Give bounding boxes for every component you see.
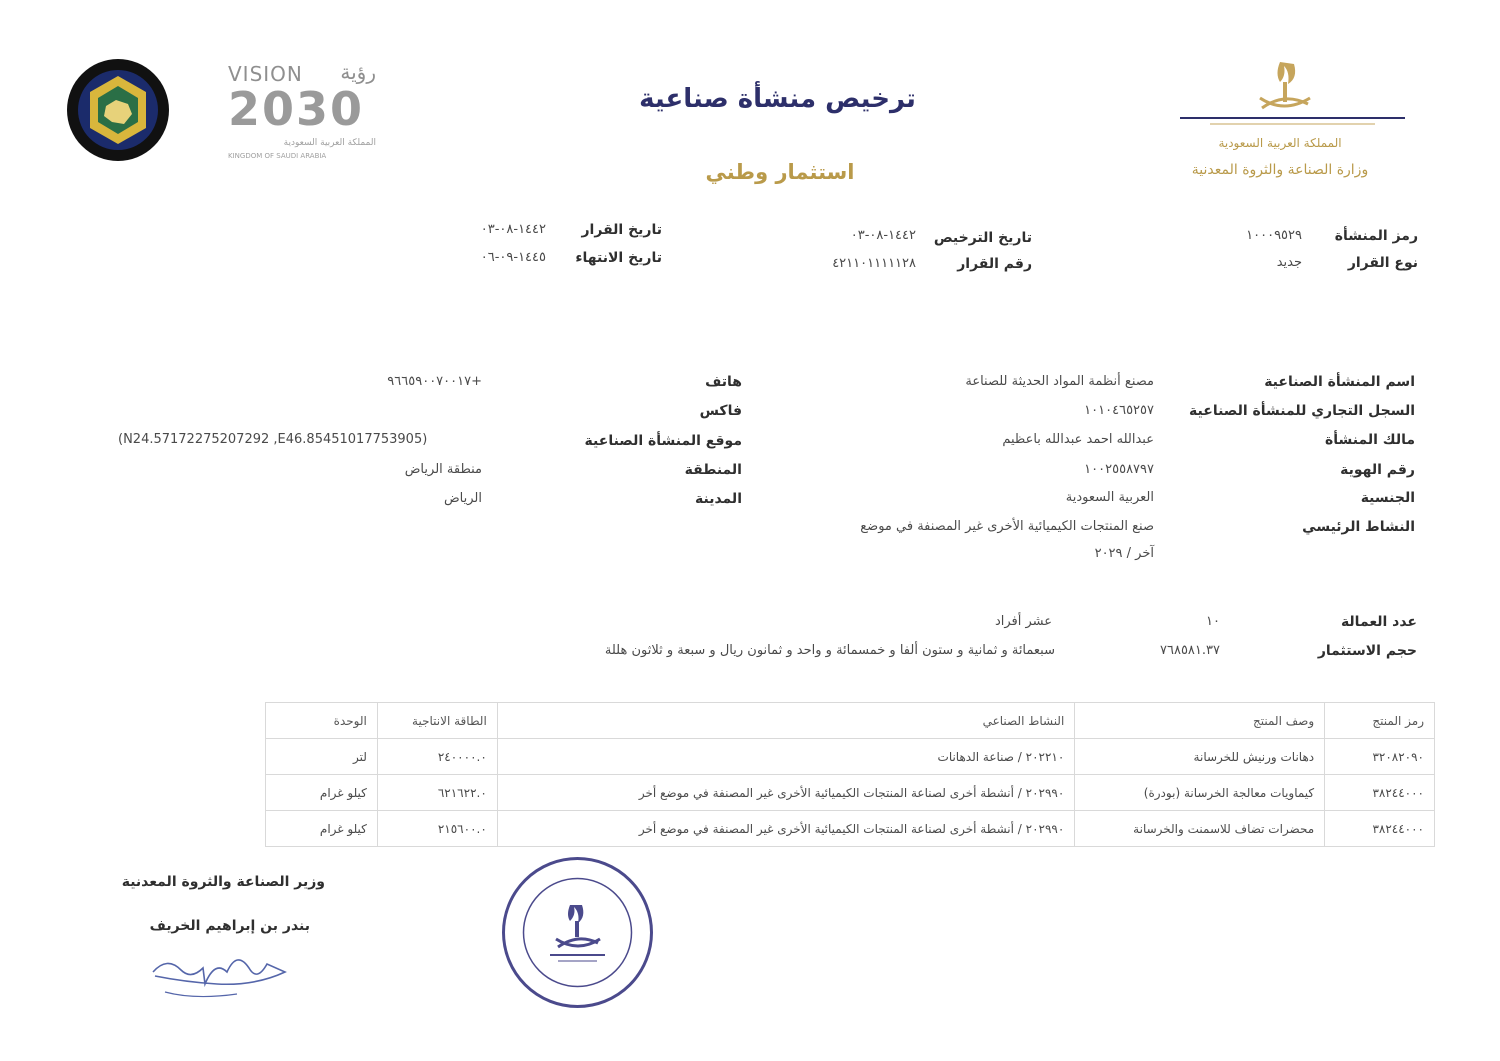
decision-type-label: نوع القرار: [1347, 255, 1418, 271]
vision-2030-logo: [228, 60, 383, 165]
minister-title: وزير الصناعة والثروة المعدنية: [121, 874, 325, 890]
product-description-cell: محضرات تضاف للاسمنت والخرسانة: [1075, 811, 1325, 847]
product-description-cell: دهانات ورنيش للخرسانة: [1075, 739, 1325, 775]
table-row: [266, 811, 1435, 847]
column-header-unit: الوحدة: [266, 703, 378, 739]
ministry-logo: [1180, 52, 1405, 192]
column-header-industrial-activity: النشاط الصناعي: [497, 703, 1075, 739]
cr-value: ١٠١٠٤٦٥٢٥٧: [1084, 403, 1154, 418]
phone-value: +٩٦٦٥٩٠٠٧٠٠١٧: [387, 374, 482, 389]
product-code-cell: ٣٨٢٤٤٠٠٠: [1325, 775, 1435, 811]
vision-kingdom-en: KINGDOM OF SAUDI ARABIA: [228, 152, 327, 160]
facility-code-label: رمز المنشأة: [1334, 228, 1418, 244]
license-date-value: ١٤٤٢-٠٨-٠٣: [850, 228, 916, 243]
production-capacity-cell: ٢٤٠٠٠٠.٠: [377, 739, 497, 775]
main-activity-value-line2: آخر / ٢٠٢٩: [1094, 546, 1154, 561]
column-header-product-code: رمز المنتج: [1325, 703, 1435, 739]
city-label: المدينة: [695, 491, 742, 507]
nationality-label: الجنسية: [1360, 490, 1415, 506]
decision-number-value: ٤٢١١٠١١١١١٢٨: [832, 256, 916, 271]
saudi-emblem-icon: [1180, 52, 1405, 132]
product-code-cell: ٣٢٠٨٢٠٩٠: [1325, 739, 1435, 775]
expiry-date-label: تاريخ الانتهاء: [575, 250, 662, 266]
minister-signature: [145, 942, 295, 1007]
nationality-value: العربية السعودية: [1065, 490, 1154, 505]
production-capacity-cell: ٢١٥٦٠٠.٠: [377, 811, 497, 847]
main-activity-value-line1: صنع المنتجات الكيميائية الأخرى غير المصنفة في موضع: [860, 519, 1154, 534]
product-description-cell: كيماويات معالجة الخرسانة (بودرة): [1075, 775, 1325, 811]
location-value: (N24.57172275207292 ,E46.85451017753905): [118, 432, 428, 447]
table-header-row: [266, 703, 1435, 739]
vision-year: 2030: [228, 82, 365, 136]
decision-type-value: جديد: [1276, 255, 1302, 270]
main-activity-label: النشاط الرئيسي: [1302, 519, 1415, 535]
license-date-label: تاريخ الترخيص: [933, 230, 1032, 246]
city-value: الرياض: [443, 491, 482, 506]
investment-words: سبعمائة و ثمانية و ستون ألفا و خمسمائة و واحد و ثمانون ريال و سبعة و ثلاثون هللة: [604, 643, 1055, 658]
unit-cell: كيلو غرام: [266, 775, 378, 811]
facility-name-label: اسم المنشأة الصناعية: [1264, 374, 1415, 390]
employees-label: عدد العمالة: [1340, 614, 1417, 630]
industrial-activity-cell: ٢٠٢٩٩٠ / أنشطة أخرى لصناعة المنتجات الكيميائية الأخرى غير المصنفة في موضع أخر: [497, 811, 1075, 847]
table-row: [266, 775, 1435, 811]
employees-words: عشر أفراد: [994, 614, 1052, 629]
industrial-activity-cell: ٢٠٢٢١٠ / صناعة الدهانات: [497, 739, 1075, 775]
facility-name-value: مصنع أنظمة المواد الحديثة للصناعة: [965, 374, 1154, 389]
ministry-seal: [500, 855, 655, 1010]
ministry-line-2: وزارة الصناعة والثروة المعدنية: [1191, 162, 1369, 178]
unit-cell: لتر: [266, 739, 378, 775]
vision-text: VISION: [228, 62, 303, 86]
facility-code-value: ١٠٠٠٩٥٢٩: [1246, 228, 1302, 243]
document-title: ترخيص منشأة صناعية: [639, 84, 916, 114]
product-code-cell: ٣٨٢٤٤٠٠٠: [1325, 811, 1435, 847]
id-value: ١٠٠٢٥٥٨٧٩٧: [1084, 462, 1154, 477]
expiry-date-value: ١٤٤٥-٠٩-٠٦: [480, 250, 546, 265]
gcc-emblem: [66, 58, 170, 162]
ministry-line-1: المملكة العربية السعودية: [1218, 136, 1342, 150]
minister-name: بندر بن إبراهيم الخريف: [149, 918, 310, 934]
decision-number-label: رقم القرار: [957, 256, 1032, 272]
employees-value: ١٠: [1206, 614, 1220, 629]
owner-label: مالك المنشأة: [1324, 432, 1415, 448]
decision-date-label: تاريخ القرار: [581, 222, 662, 238]
products-table: [265, 702, 1435, 847]
unit-cell: كيلو غرام: [266, 811, 378, 847]
id-label: رقم الهوية: [1340, 462, 1415, 478]
production-capacity-cell: ٦٢١٦٢٢.٠: [377, 775, 497, 811]
column-header-product-description: وصف المنتج: [1075, 703, 1325, 739]
industrial-activity-cell: ٢٠٢٩٩٠ / أنشطة أخرى لصناعة المنتجات الكيميائية الأخرى غير المصنفة في موضع أخر: [497, 775, 1075, 811]
fax-label: فاكس: [699, 403, 742, 419]
investment-value: ٧٦٨٥٨١.٣٧: [1160, 643, 1220, 658]
region-label: المنطقة: [684, 462, 742, 478]
location-label: موقع المنشأة الصناعية: [584, 433, 742, 449]
table-row: [266, 739, 1435, 775]
owner-value: عبدالله احمد عبدالله باعظيم: [1002, 432, 1154, 447]
column-header-production-capacity: الطاقة الانتاجية: [377, 703, 497, 739]
phone-label: هاتف: [705, 374, 742, 390]
decision-date-value: ١٤٤٢-٠٨-٠٣: [480, 222, 546, 237]
document-subtitle: استثمار وطني: [705, 160, 855, 184]
vision-arabic-text: رؤية: [340, 60, 376, 84]
vision-kingdom-ar: المملكة العربية السعودية: [283, 138, 376, 148]
investment-label: حجم الاستثمار: [1317, 643, 1417, 659]
cr-label: السجل التجاري للمنشأة الصناعية: [1189, 403, 1415, 419]
region-value: منطقة الرياض: [404, 462, 482, 477]
